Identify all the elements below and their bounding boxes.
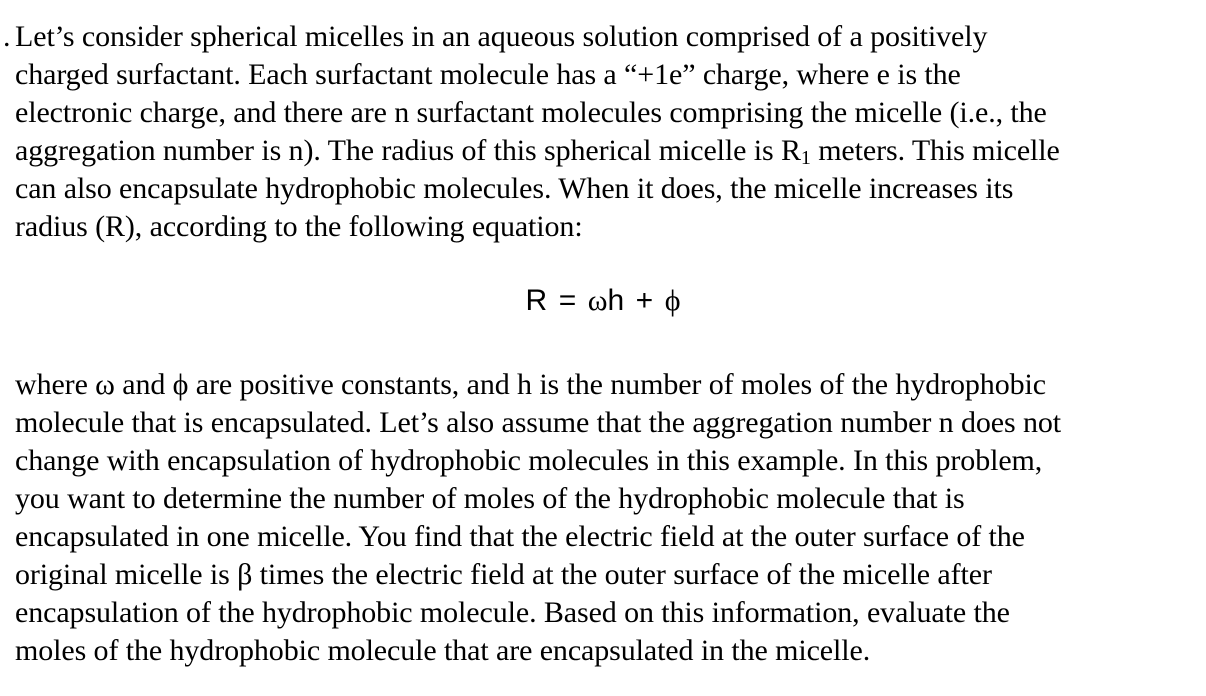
leading-period: . [3,20,11,53]
intro-line-5: can also encapsulate hydrophobic molecules. When it does, the micelle increases its [15,172,1014,205]
intro-line-1: Let’s consider spherical micelles in an aqueous solution comprised of a positively [15,20,988,53]
question-line-2: molecule that is encapsulated. Let’s also assume that the aggregation number n does not [15,406,1062,439]
intro-line-3: electronic charge, and there are n surfactant molecules comprising the micelle (i.e., the [15,96,1047,129]
question-line-3: change with encapsulation of hydrophobic molecules in this example. In this problem, [15,444,1043,477]
equation-equals-sign: = [558,284,577,317]
equation-plus-sign: + [635,284,654,317]
equation-phi: ϕ [664,284,681,317]
question-line-4: you want to determine the number of moles of the hydrophobic molecule that is [15,482,965,515]
question-line-5: encapsulated in one micelle. You find that the electric field at the outer surface of the [15,520,1025,553]
question-line-8: moles of the hydrophobic molecule that are encapsulated in the micelle. [15,634,871,667]
intro-line-4-end: meters. This micelle [810,134,1060,167]
question-line-7: encapsulation of the hydrophobic molecule. Based on this information, evaluate the [15,596,1010,629]
intro-line-6: radius (R), according to the following equation: [15,210,583,243]
problem-paragraph-intro [3,18,1200,246]
equation-h: h [607,284,625,317]
intro-line-2: charged surfactant. Each surfactant molecule has a “+1e” charge, where e is the [15,58,961,91]
problem-paragraph-question [15,366,1200,670]
question-line-1: where ω and ϕ are positive constants, and h is the number of moles of the hydrophobic [15,368,1046,401]
radius-subscript: 1 [800,147,811,169]
equation-omega: ω [587,284,608,317]
equation-lhs-r: R [525,284,548,317]
intro-line-4-start: aggregation number is n). The radius of this spherical micelle is R [15,134,801,167]
intro-line-4 [15,132,1200,170]
question-line-6: original micelle is β times the electric field at the outer surface of the micelle after [15,558,992,591]
radius-equation [0,282,1206,320]
